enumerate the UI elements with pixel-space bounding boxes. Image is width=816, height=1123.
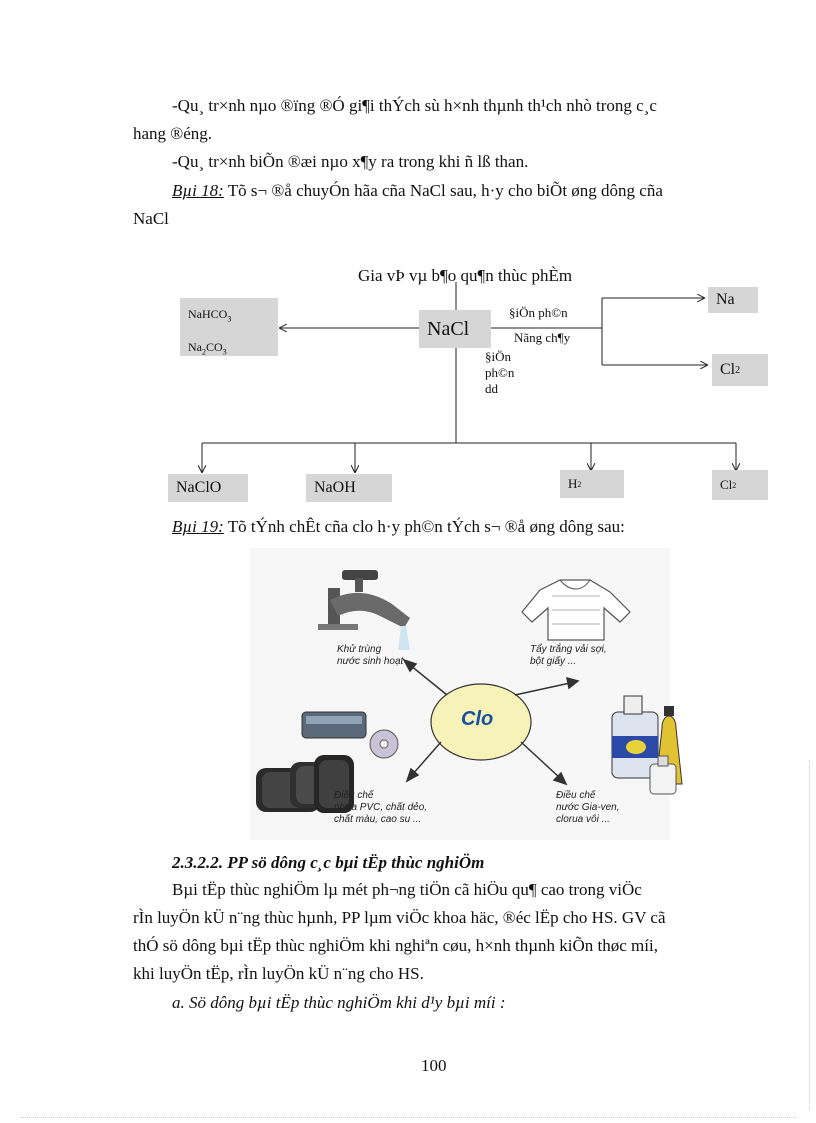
body-line: rÌn luyÖn kÜ n¨ng thùc hµnh, PP lµm viÖc khoa häc, ®éc lËp cho HS. GV cã xyxy=(133,908,666,927)
label-bleach-textile: Tẩy trắng vải sợi, bột giấy ... xyxy=(530,644,607,667)
body-line: Bµi tËp thùc nghiÖm lµ mét ph¬ng tiÖn cã hiÖu qu¶ cao trong viÖc xyxy=(172,880,642,899)
right-margin-divider xyxy=(809,760,810,1110)
h2-box: H 2 xyxy=(560,470,624,498)
page-number: 100 xyxy=(421,1056,447,1075)
cl2-product-box: Cl 2 xyxy=(712,354,768,386)
nahco3-formula: NaHCO$_3$ xyxy=(188,307,232,324)
solution-electrolysis-label: §iÖn ph©n dd xyxy=(485,349,515,396)
paragraph-line: -Qu¸ tr×nh nµo ®ïng ®Ó gi¶i thÝch sù h×nh thµnh th¹ch nhò trong c¸c xyxy=(172,96,657,115)
footer-divider xyxy=(20,1117,796,1118)
exercise-19-text: Tõ tÝnh chÊt cña clo h·y ph©n tÝch s¬ ®å øng dông sau: xyxy=(223,517,625,536)
paragraph-line: hang ®éng. xyxy=(133,124,213,143)
exercise-19-label: Bµi 19: xyxy=(172,517,224,536)
section-heading: 2.3.2.2. PP sö dông c¸c bµi tËp thùc nghiÖm xyxy=(172,853,485,872)
na-product-box: Na xyxy=(708,287,758,313)
cl2-bottom-box: Cl 2 xyxy=(712,470,768,500)
naoh-box: NaOH xyxy=(306,474,392,502)
label-disinfect-water: Khử trùng nước sinh hoạt xyxy=(337,644,404,667)
nacl-label: NaCl xyxy=(427,317,470,340)
body-line: khi luyÖn tËp, rÌn luyÖn kÜ n¨ng cho HS. xyxy=(133,964,424,983)
electrolysis-label: §iÖn ph©n xyxy=(509,305,568,320)
diagram-top-caption: Gia vÞ vµ b¶o qu¶n thùc phÈm xyxy=(358,266,573,285)
na2co3-formula: $Na_2CO_3$ xyxy=(188,340,227,357)
molten-label: Nãng ch¶y xyxy=(514,330,571,345)
exercise-18-text: Tõ s¬ ®å chuyÓn hãa cña NaCl sau, h·y cho biÕt øng dông cña xyxy=(223,181,663,200)
paragraph-line: -Qu¸ tr×nh biÕn ®æi nµo x¶y ra trong khi ñ lß than. xyxy=(172,152,529,171)
label-javel-production: Điều chế nước Gia-ven, clorua vôi ... xyxy=(556,790,620,825)
clo-center-label: Clo xyxy=(461,708,494,730)
label-pvc-production: Điều chế nhựa PVC, chất dẻo, chất màu, cao su ... xyxy=(334,790,428,825)
body-line: thÓ sö dông bµi tËp thùc nghiÖm khi nghiªn cøu, h×nh thµnh kiÕn thøc míi, xyxy=(133,936,658,955)
subsection-a: a. Sö dông bµi tËp thùc nghiÖm khi d¹y bµi míi : xyxy=(172,993,506,1012)
naclo-box: NaClO xyxy=(168,474,248,502)
paragraph-line: NaCl xyxy=(133,209,169,228)
exercise-18-label: Bµi 18: xyxy=(172,181,224,200)
